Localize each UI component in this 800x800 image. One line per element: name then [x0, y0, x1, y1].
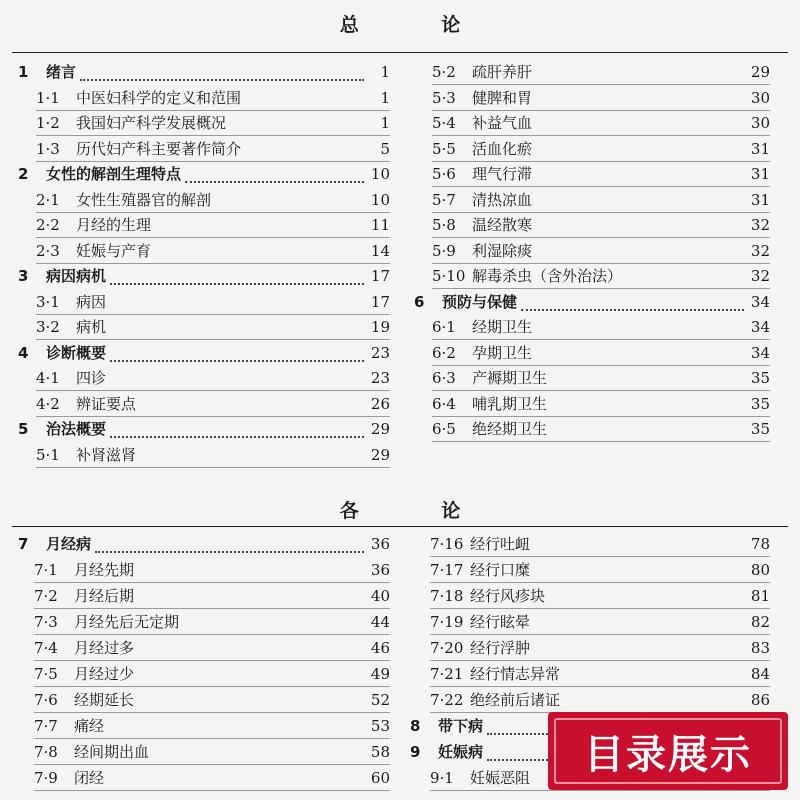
- toc-entry-number: 2·1: [36, 190, 60, 209]
- toc-entry-title: 清热凉血: [472, 190, 533, 209]
- toc-entry-number: 3: [18, 267, 29, 285]
- toc-entry-number: 7·20: [430, 639, 464, 657]
- toc-entry: [432, 162, 770, 187]
- toc-entry-page: 34: [750, 343, 770, 362]
- toc-entry-title: 妊娠病: [438, 743, 484, 761]
- toc-entry: [432, 239, 770, 264]
- toc-entry: [36, 111, 390, 136]
- toc-entry-title: 绝经期卫生: [472, 420, 548, 438]
- dot-leader: [536, 345, 744, 361]
- toc-entry-number: 6·2: [432, 343, 456, 362]
- toc-entry-number: 7·18: [430, 587, 464, 605]
- toc-entry-number: 7·9: [34, 769, 58, 787]
- toc-entry-number: 7·5: [34, 665, 58, 683]
- toc-display-banner: [548, 712, 788, 790]
- dot-leader: [564, 666, 744, 682]
- toc-entry-page: 23: [370, 369, 390, 387]
- toc-entry-title: 中医妇科学的定义和范围: [76, 88, 242, 107]
- dot-leader: [551, 396, 744, 412]
- dot-leader: [110, 319, 364, 335]
- toc-entry-title: 理气行滞: [472, 165, 533, 183]
- toc-entry-title: 女性生殖器官的解剖: [76, 190, 212, 209]
- toc-entry-title: 诊断概要: [46, 343, 107, 362]
- dot-leader: [138, 562, 364, 578]
- toc-entry-number: 2·3: [36, 241, 60, 260]
- toc-entry-number: 9·1: [430, 769, 454, 787]
- toc-entry-page: 86: [750, 691, 770, 709]
- toc-entry-page: 11: [370, 216, 390, 234]
- toc-entry: [36, 213, 390, 238]
- dot-leader: [110, 344, 364, 362]
- toc-entry: [432, 213, 770, 238]
- dot-leader: [95, 535, 364, 553]
- toc-entry-page: 34: [750, 318, 770, 336]
- toc-entry-number: 7·3: [34, 613, 58, 631]
- toc-entry: [430, 688, 770, 713]
- toc-entry: [430, 558, 770, 583]
- dot-leader: [564, 692, 744, 708]
- toc-entry-number: 7·21: [430, 665, 464, 683]
- dot-leader: [138, 640, 364, 656]
- dot-leader: [245, 141, 364, 157]
- toc-entry-title: 月经过多: [74, 639, 135, 657]
- toc-entry-title: 绝经前后诸证: [470, 691, 561, 709]
- toc-entry-title: 哺乳期卫生: [472, 394, 548, 413]
- toc-entry-title: 经期卫生: [472, 318, 533, 336]
- toc-entry-number: 7·2: [34, 587, 58, 605]
- toc-entry-page: 40: [370, 587, 390, 605]
- toc-entry-number: 5·4: [432, 114, 456, 132]
- toc-entry-page: 36: [370, 561, 390, 579]
- toc-entry: [432, 86, 770, 111]
- toc-entry: [34, 688, 390, 713]
- toc-entry-number: 4·2: [36, 394, 60, 413]
- toc-entry-title: 闭经: [74, 769, 105, 787]
- toc-entry-title: 月经过少: [74, 665, 135, 683]
- dot-leader: [110, 267, 364, 285]
- toc-entry-number: 6·1: [432, 318, 456, 336]
- dot-leader: [536, 243, 744, 259]
- toc-entry-page: 29: [370, 445, 390, 464]
- dot-leader: [138, 588, 364, 604]
- toc-entry-number: 6: [414, 292, 425, 311]
- toc-entry-page: 35: [750, 369, 770, 387]
- toc-entry: [430, 532, 770, 557]
- toc-entry: [18, 341, 390, 365]
- toc-entry-page: 80: [750, 561, 770, 579]
- toc-entry-title: 经行吐衄: [470, 535, 531, 553]
- toc-entry-page: 17: [370, 267, 390, 285]
- dot-leader: [534, 614, 744, 630]
- toc-entry: [34, 584, 390, 609]
- toc-entry: [432, 417, 770, 442]
- toc-entry: [432, 264, 770, 289]
- toc-entry: [34, 636, 390, 661]
- toc-entry-number: 8: [410, 717, 421, 735]
- toc-entry-page: 29: [370, 420, 390, 438]
- toc-entry-page: 84: [750, 665, 770, 683]
- toc-entry-title: 经行风疹块: [470, 587, 546, 605]
- dot-leader: [551, 370, 744, 386]
- dot-leader: [155, 243, 364, 259]
- dot-leader: [183, 614, 364, 630]
- toc-entry-title: 经行情志异常: [470, 665, 561, 683]
- dot-leader: [536, 192, 744, 208]
- dot-leader: [536, 115, 744, 131]
- toc-entry: [432, 341, 770, 366]
- toc-entry-number: 5·9: [432, 241, 456, 260]
- dot-leader: [230, 115, 364, 131]
- toc-entry-page: 35: [750, 420, 770, 438]
- toc-entry-number: 2: [18, 165, 29, 183]
- toc-entry-page: 82: [750, 613, 770, 631]
- toc-entry-number: 1: [18, 63, 29, 81]
- toc-entry-page: 44: [370, 613, 390, 631]
- toc-entry: [414, 290, 770, 314]
- toc-entry-page: 30: [750, 88, 770, 107]
- toc-entry: [36, 443, 390, 468]
- dot-leader: [536, 166, 744, 182]
- banner-text: 目录展示: [584, 731, 752, 778]
- toc-entry-number: 5·10: [432, 267, 466, 285]
- toc-entry-number: 5·5: [432, 139, 456, 158]
- dot-leader: [155, 217, 364, 233]
- dot-leader: [551, 421, 744, 437]
- dot-leader: [549, 588, 744, 604]
- toc-entry-number: 3·1: [36, 292, 60, 311]
- dot-leader: [110, 370, 364, 386]
- toc-entry-number: 3·2: [36, 318, 60, 336]
- toc-entry-title: 健脾和胃: [472, 88, 533, 107]
- toc-entry-page: 10: [370, 165, 390, 183]
- toc-entry-page: 36: [370, 535, 390, 553]
- toc-entry-page: 30: [750, 114, 770, 132]
- toc-entry-title: 孕期卫生: [472, 343, 533, 362]
- toc-entry-number: 2·2: [36, 216, 60, 234]
- toc-entry: [432, 392, 770, 417]
- dot-leader: [80, 63, 364, 81]
- general-title-rule: [12, 52, 788, 53]
- toc-entry-number: 6·5: [432, 420, 456, 438]
- toc-entry: [432, 188, 770, 213]
- toc-entry-title: 经行眩晕: [470, 613, 531, 631]
- toc-entry: [430, 584, 770, 609]
- toc-entry-number: 7·19: [430, 613, 464, 631]
- toc-entry-title: 经行口糜: [470, 561, 531, 579]
- toc-entry-page: 58: [370, 743, 390, 761]
- toc-entry-number: 7·6: [34, 691, 58, 709]
- toc-entry-number: 7·22: [430, 691, 464, 709]
- toc-entry-title: 利湿除痰: [472, 241, 533, 260]
- toc-entry: [36, 188, 390, 213]
- toc-entry-page: 1: [380, 114, 390, 132]
- toc-entry-title: 病机: [76, 318, 107, 336]
- toc-entry-title: 辨证要点: [76, 394, 137, 413]
- toc-entry-number: 6·3: [432, 369, 456, 387]
- toc-entry-number: 5·6: [432, 165, 456, 183]
- toc-entry: [432, 315, 770, 340]
- toc-entry-page: 46: [370, 639, 390, 657]
- toc-entry: [18, 60, 390, 84]
- toc-entry: [36, 239, 390, 264]
- toc-entry-number: 5·2: [432, 63, 456, 81]
- toc-entry: [432, 60, 770, 85]
- toc-entry: [18, 264, 390, 288]
- dot-leader: [536, 319, 744, 335]
- toc-entry: [432, 137, 770, 162]
- toc-entry-page: 34: [750, 292, 770, 311]
- dot-leader: [536, 141, 744, 157]
- toc-entry: [432, 366, 770, 391]
- toc-entry-page: 10: [370, 190, 390, 209]
- toc-entry-page: 52: [370, 691, 390, 709]
- toc-entry-title: 绪言: [46, 63, 77, 81]
- toc-entry-title: 补肾滋肾: [76, 445, 137, 464]
- toc-entry-title: 治法概要: [46, 420, 107, 438]
- toc-entry-number: 1·2: [36, 114, 60, 132]
- dot-leader: [108, 718, 364, 734]
- toc-entry: [34, 558, 390, 583]
- toc-entry: [430, 610, 770, 635]
- toc-entry: [36, 315, 390, 340]
- toc-entry-number: 7: [18, 535, 29, 553]
- toc-entry-page: 83: [750, 639, 770, 657]
- toc-entry: [34, 662, 390, 687]
- toc-entry-page: 49: [370, 665, 390, 683]
- dot-leader: [536, 64, 744, 80]
- toc-entry-page: 29: [750, 63, 770, 81]
- toc-entry-title: 月经先后无定期: [74, 613, 180, 631]
- toc-entry-title: 我国妇产科学发展概况: [76, 114, 227, 132]
- toc-entry-number: 6·4: [432, 394, 456, 413]
- toc-entry-page: 60: [370, 769, 390, 787]
- toc-entry-page: 31: [750, 139, 770, 158]
- dot-leader: [626, 268, 744, 284]
- toc-entry: [18, 162, 390, 186]
- toc-entry-title: 带下病: [438, 717, 484, 735]
- toc-entry: [36, 86, 390, 111]
- toc-entry-title: 痛经: [74, 717, 105, 735]
- toc-entry-number: 7·7: [34, 717, 58, 735]
- toc-entry: [430, 662, 770, 687]
- toc-entry: [18, 532, 390, 556]
- toc-entry-title: 病因病机: [46, 267, 107, 285]
- toc-entry-page: 81: [750, 587, 770, 605]
- toc-entry-title: 解毒杀虫（含外治法）: [472, 267, 623, 285]
- dot-leader: [521, 293, 744, 311]
- toc-entry-page: 31: [750, 165, 770, 183]
- toc-entry: [34, 766, 390, 791]
- dot-leader: [245, 90, 364, 106]
- toc-entry-number: 5·7: [432, 190, 456, 209]
- dot-leader: [534, 562, 744, 578]
- toc-entry-number: 7·8: [34, 743, 58, 761]
- toc-entry-title: 妊娠恶阻: [470, 769, 531, 787]
- toc-entry-title: 产褥期卫生: [472, 369, 548, 387]
- toc-entry-page: 32: [750, 216, 770, 234]
- toc-entry-page: 19: [370, 318, 390, 336]
- toc-entry-title: 月经病: [46, 535, 92, 553]
- toc-entry: [430, 636, 770, 661]
- toc-entry: [432, 111, 770, 136]
- toc-entry-page: 32: [750, 267, 770, 285]
- toc-entry-title: 病因: [76, 292, 107, 311]
- specific-section-title: 各 论: [339, 500, 499, 522]
- toc-entry-title: 经间期出血: [74, 743, 150, 761]
- toc-entry-page: 1: [380, 63, 390, 81]
- toc-entry-page: 1: [380, 88, 390, 107]
- toc-entry-number: 1·1: [36, 88, 60, 107]
- dot-leader: [536, 217, 744, 233]
- toc-entry-number: 7·17: [430, 561, 464, 579]
- dot-leader: [108, 770, 364, 786]
- toc-entry-title: 活血化瘀: [472, 139, 533, 158]
- toc-entry-number: 5: [18, 420, 29, 438]
- toc-entry: [36, 137, 390, 162]
- dot-leader: [110, 420, 364, 438]
- toc-entry-page: 14: [370, 241, 390, 260]
- toc-entry-title: 预防与保健: [442, 292, 518, 311]
- toc-entry: [34, 610, 390, 635]
- dot-leader: [534, 640, 744, 656]
- toc-entry-title: 疏肝养肝: [472, 63, 533, 81]
- toc-entry-title: 四诊: [76, 369, 107, 387]
- dot-leader: [536, 90, 744, 106]
- toc-entry-page: 23: [370, 343, 390, 362]
- toc-entry: [36, 290, 390, 315]
- toc-entry-page: 53: [370, 717, 390, 735]
- toc-entry-number: 7·1: [34, 561, 58, 579]
- dot-leader: [140, 396, 364, 412]
- toc-entry-number: 5·8: [432, 216, 456, 234]
- toc-entry-number: 5·1: [36, 445, 60, 464]
- toc-entry: [18, 417, 390, 441]
- toc-entry-number: 4·1: [36, 369, 60, 387]
- dot-leader: [110, 294, 364, 310]
- general-section-title: 总 论: [339, 14, 499, 36]
- toc-entry-title: 月经后期: [74, 587, 135, 605]
- dot-leader: [138, 666, 364, 682]
- toc-entry-page: 32: [750, 241, 770, 260]
- dot-leader: [185, 165, 364, 183]
- toc-entry-title: 经行浮肿: [470, 639, 531, 657]
- toc-entry-number: 4: [18, 343, 29, 362]
- toc-entry-title: 女性的解剖生理特点: [46, 165, 182, 183]
- toc-entry: [34, 740, 390, 765]
- dot-leader: [153, 744, 364, 760]
- toc-entry-title: 温经散寒: [472, 216, 533, 234]
- specific-title-rule: [12, 526, 788, 527]
- toc-entry-title: 妊娠与产育: [76, 241, 152, 260]
- toc-entry-number: 5·3: [432, 88, 456, 107]
- dot-leader: [140, 447, 364, 463]
- toc-entry-title: 经期延长: [74, 691, 135, 709]
- toc-entry-number: 9: [410, 743, 421, 761]
- toc-entry-page: 5: [380, 139, 390, 158]
- toc-entry-number: 1·3: [36, 139, 60, 158]
- toc-entry: [34, 714, 390, 739]
- toc-entry-page: 17: [370, 292, 390, 311]
- toc-entry: [36, 392, 390, 417]
- dot-leader: [215, 192, 364, 208]
- dot-leader: [534, 536, 744, 552]
- toc-entry-title: 月经的生理: [76, 216, 152, 234]
- dot-leader: [138, 692, 364, 708]
- toc-entry-page: 31: [750, 190, 770, 209]
- toc-entry-number: 7·4: [34, 639, 58, 657]
- toc-entry-title: 历代妇产科主要著作简介: [76, 139, 242, 158]
- toc-entry-number: 7·16: [430, 535, 464, 553]
- toc-entry: [36, 366, 390, 391]
- toc-entry-page: 26: [370, 394, 390, 413]
- toc-entry-page: 78: [750, 535, 770, 553]
- toc-entry-page: 35: [750, 394, 770, 413]
- toc-entry-title: 补益气血: [472, 114, 533, 132]
- toc-entry-title: 月经先期: [74, 561, 135, 579]
